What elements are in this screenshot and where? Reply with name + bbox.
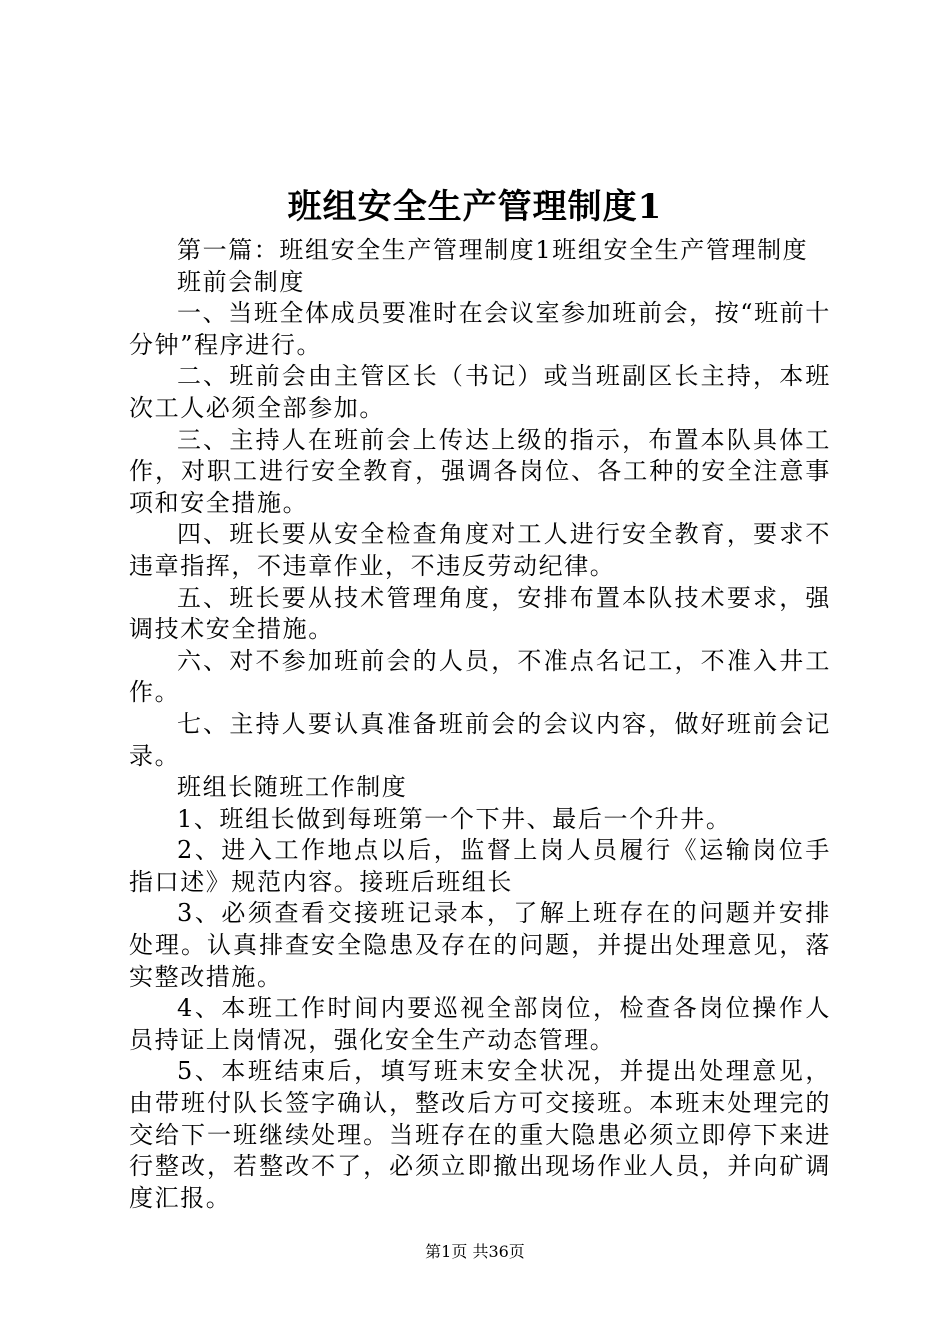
paragraph: 1、班组长做到每班第一个下井、最后一个升井。 xyxy=(177,804,732,833)
paragraph: 第一篇：班组安全生产管理制度1班组安全生产管理制度 xyxy=(177,236,809,264)
document-title: 班组安全生产管理制度1 xyxy=(287,187,663,227)
paragraph: 3、必须查看交接班记录本，了解上班存在的问题并安排处理。认真排查安全隐患及存在的问题，并提出处理意见，落实整改措施。 xyxy=(129,899,831,991)
paragraph: 一、当班全体成员要准时在会议室参加班前会，按“班前十分钟”程序进行。 xyxy=(129,299,831,359)
paragraph: 六、对不参加班前会的人员，不准点名记工，不准入井工作。 xyxy=(129,646,831,707)
paragraph: 七、主持人要认真准备班前会的会议内容，做好班前会记录。 xyxy=(129,709,831,770)
section-heading: 班前会制度 xyxy=(177,267,305,296)
paragraph: 5、本班结束后，填写班末安全状况，并提出处理意见，由带班付队长签字确认，整改后方可交接班。本班末处理完的交给下一班继续处理。当班存在的重大隐患必须立即停下来进行整改，若整改不了，必须立即撤出现场作业人员，并向矿调度汇报。 xyxy=(129,1057,831,1212)
paragraph: 4、本班工作时间内要巡视全部岗位，检查各岗位操作人员持证上岗情况，强化安全生产动态管理。 xyxy=(129,994,831,1054)
paragraph: 2、进入工作地点以后，监督上岗人员履行《运输岗位手指口述》规范内容。接班后班组长 xyxy=(129,836,831,896)
document-body xyxy=(129,235,831,1214)
paragraph: 五、班长要从技术管理角度，安排布置本队技术要求，强调技术安全措施。 xyxy=(129,583,831,644)
section-heading: 班组长随班工作制度 xyxy=(177,773,408,802)
paragraph: 四、班长要从安全检查角度对工人进行安全教育，要求不违章指挥，不违章作业，不违反劳动纪律。 xyxy=(129,520,831,580)
paragraph: 二、班前会由主管区长（书记）或当班副区长主持，本班次工人必须全部参加。 xyxy=(129,362,831,422)
paragraph: 三、主持人在班前会上传达上级的指示，布置本队具体工作，对职工进行安全教育，强调各岗位、各工种的安全注意事项和安全措施。 xyxy=(129,425,831,517)
page-footer: 第1页 共36页 xyxy=(425,1242,525,1261)
